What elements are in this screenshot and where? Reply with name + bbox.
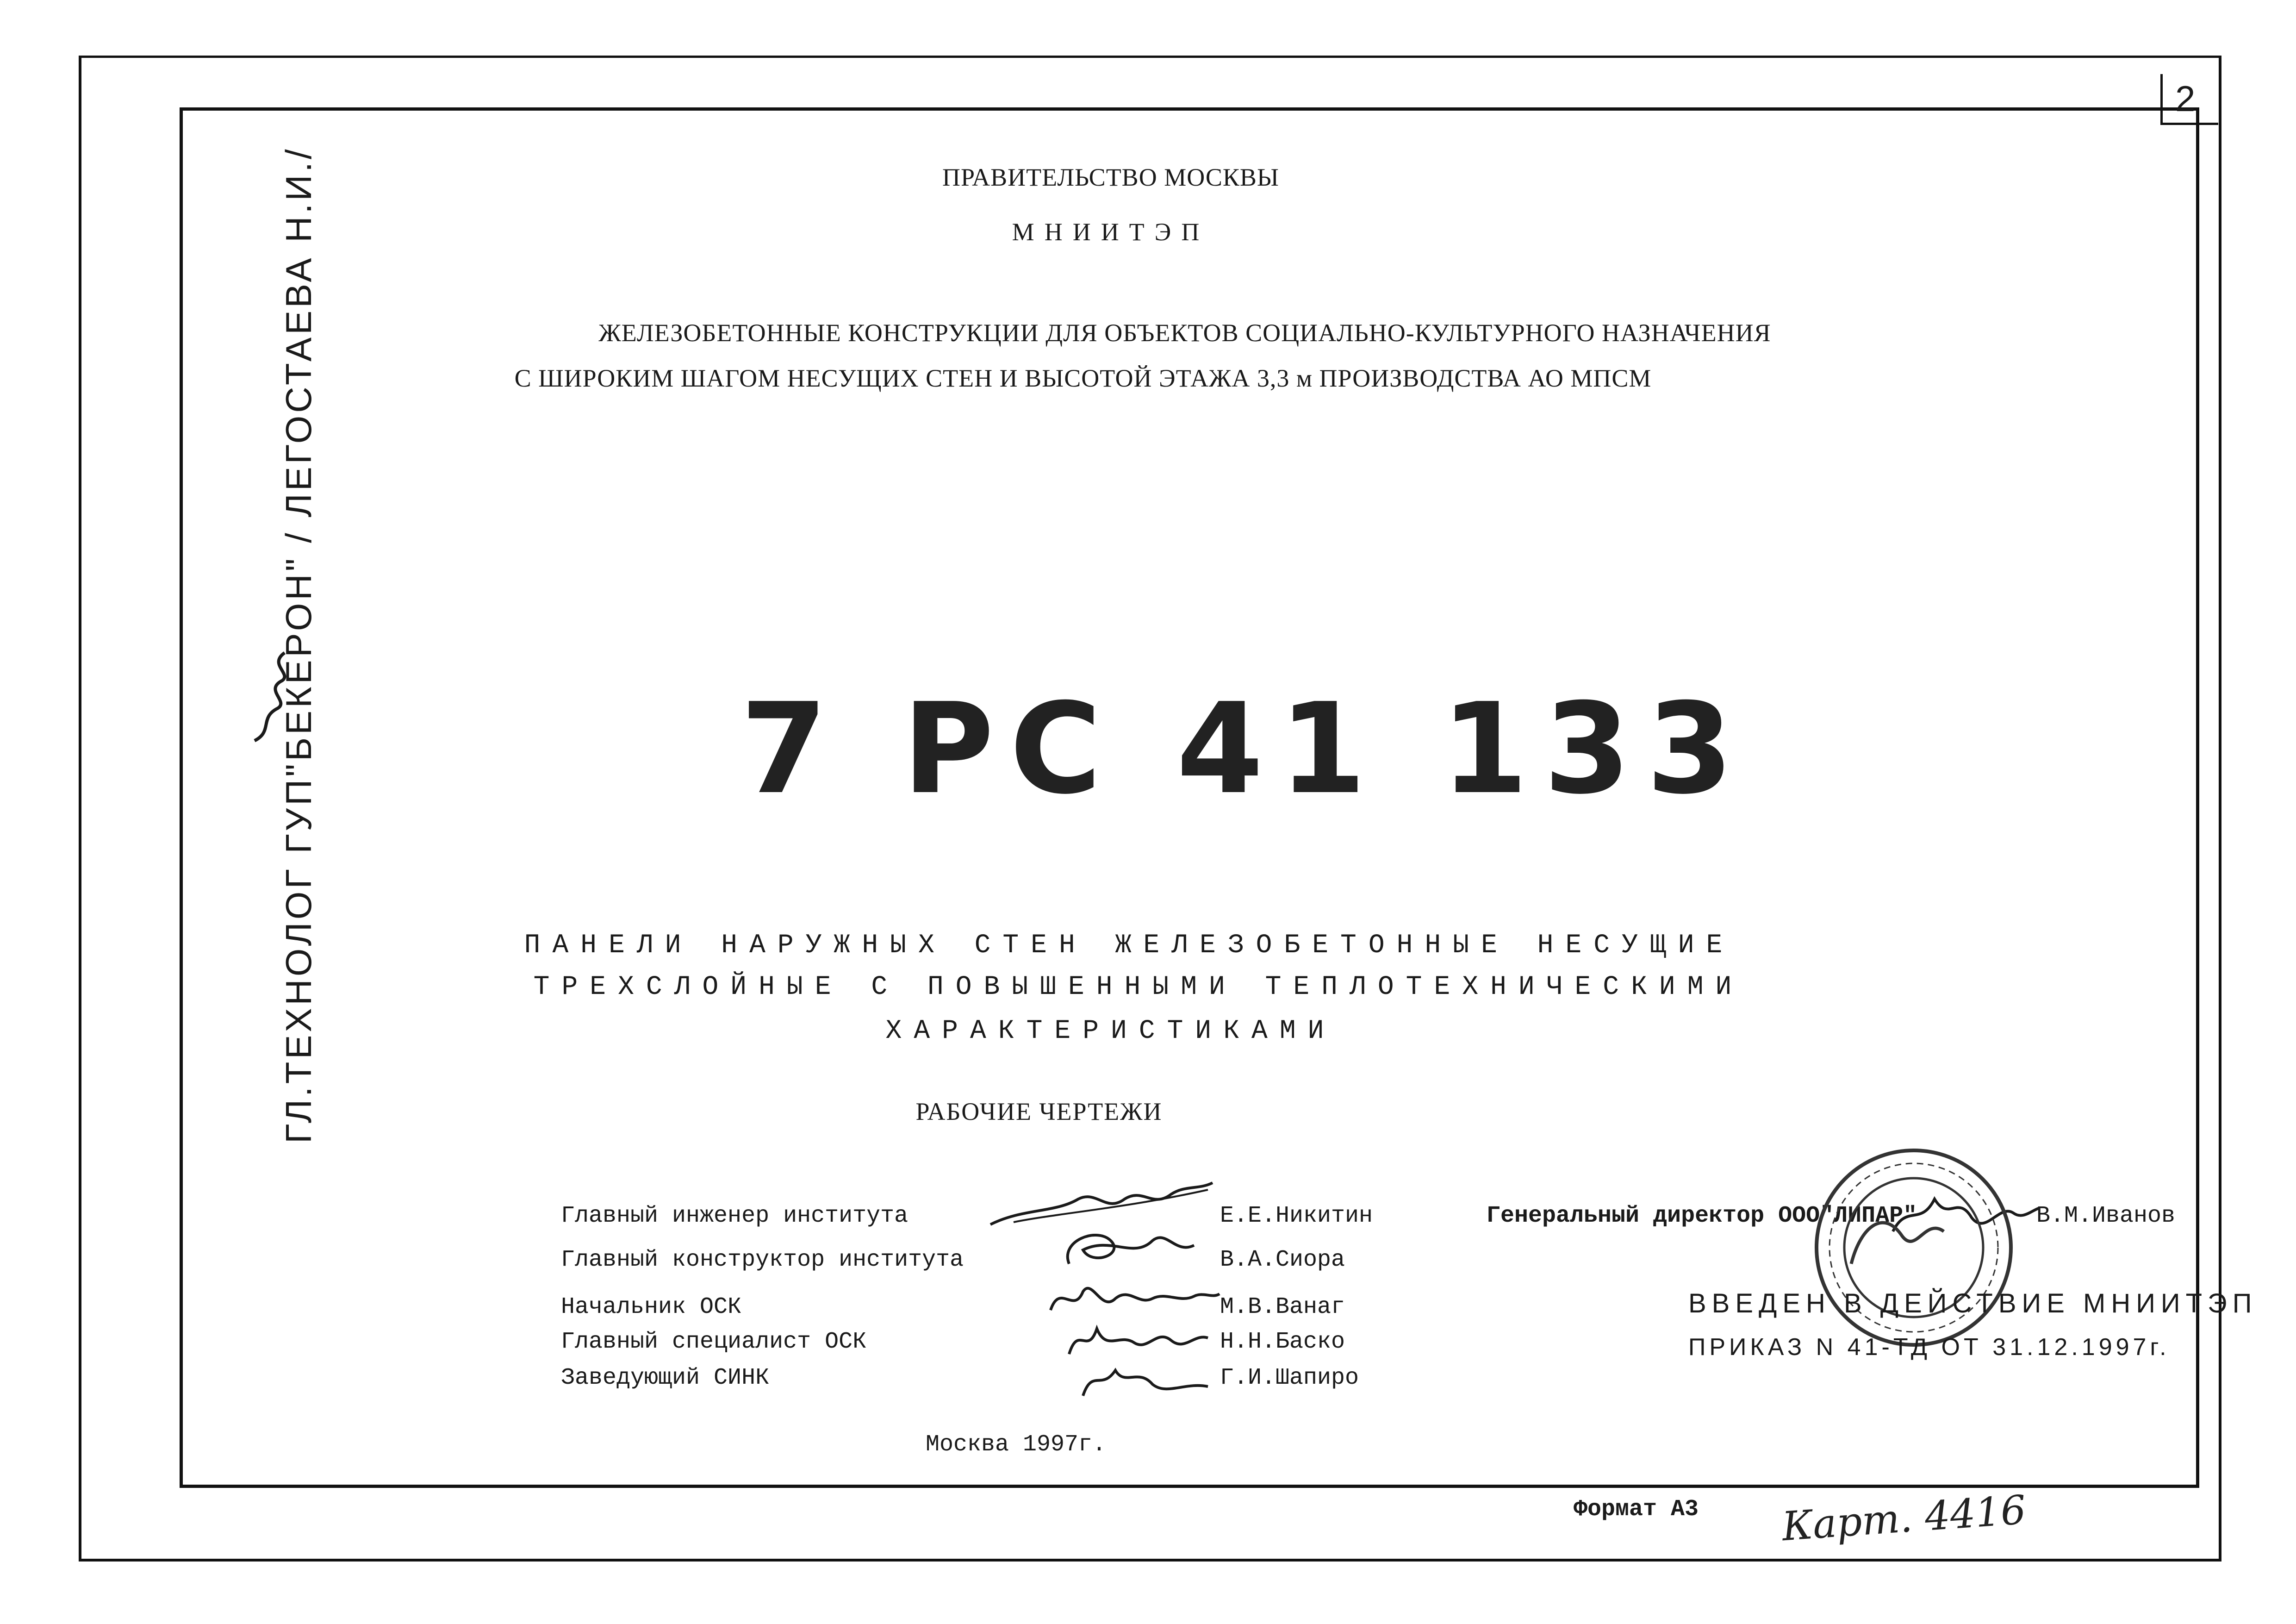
institute-name: МНИИТЭП (1012, 218, 1210, 246)
title-line-2: ТРЕХСЛОЙНЫЕ С ПОВЫШЕННЫМИ ТЕПЛОТЕХНИЧЕСКИМИ (533, 972, 1744, 1002)
enactment-line-2: ПРИКАЗ N 41-ТД ОТ 31.12.1997г. (1688, 1334, 2170, 1361)
director-name: В.М.Иванов (2036, 1203, 2176, 1229)
title-line-1: ПАНЕЛИ НАРУЖНЫХ СТЕН ЖЕЛЕЗОБЕТОННЫЕ НЕСУЩИЕ (524, 931, 1735, 961)
staff-name-3: М.В.Ванаг (1220, 1294, 1345, 1320)
subject-line-2: С ШИРОКИМ ШАГОМ НЕСУЩИХ СТЕН И ВЫСОТОЙ ЭТАЖА 3,3 м ПРОИЗВОДСТВА АО МПСМ (514, 364, 1652, 392)
company-seal (1810, 1143, 2018, 1352)
staff-position-3: Начальник ОСК (561, 1294, 742, 1320)
document-type: РАБОЧИЕ ЧЕРТЕЖИ (915, 1098, 1163, 1125)
sheet-number: 2 (2175, 78, 2196, 119)
handwritten-card-number: Карт. 4416 (1780, 1487, 2028, 1550)
staff-name-4: Н.Н.Баско (1220, 1329, 1345, 1355)
director-label: Генеральный директор ООО"ЛИПАР" (1487, 1203, 1917, 1229)
staff-position-1: Главный инженер института (561, 1203, 908, 1229)
side-signature (245, 639, 296, 750)
staff-position-5: Заведующий СИНК (561, 1365, 770, 1391)
staff-name-2: В.А.Сиора (1220, 1247, 1345, 1273)
signature-4 (1064, 1319, 1213, 1361)
title-line-3: ХАРАКТЕРИСТИКАМИ (885, 1016, 1336, 1046)
place-year: Москва 1997г. (926, 1431, 1107, 1458)
staff-name-1: Е.Е.Никитин (1220, 1203, 1373, 1229)
signature-3 (1046, 1278, 1222, 1319)
signature-2 (1055, 1222, 1203, 1273)
series-code: 7 РС 41 133 (740, 676, 1749, 822)
subject-line-1: ЖЕЛЕЗОБЕТОННЫЕ КОНСТРУКЦИИ ДЛЯ ОБЪЕКТОВ СОЦИАЛЬНО-КУЛЬТУРНОГО НАЗНАЧЕНИЯ (598, 319, 1771, 347)
staff-position-4: Главный специалист ОСК (561, 1329, 867, 1355)
enactment-line-1: ВВЕДЕН В ДЕЙСТВИЕ МНИИТЭП (1688, 1288, 2258, 1318)
staff-name-5: Г.И.Шапиро (1220, 1365, 1359, 1391)
signature-5 (1074, 1359, 1213, 1400)
staff-position-2: Главный конструктор института (561, 1247, 964, 1273)
government-heading: ПРАВИТЕЛЬСТВО МОСКВЫ (942, 163, 1280, 191)
side-note: ГЛ.ТЕХНОЛОГ ГУП"БЕКЕРОН" / ЛЕГОСТАЕВА Н.И./ (278, 146, 319, 1143)
format-label: Формат А3 (1574, 1496, 1699, 1523)
